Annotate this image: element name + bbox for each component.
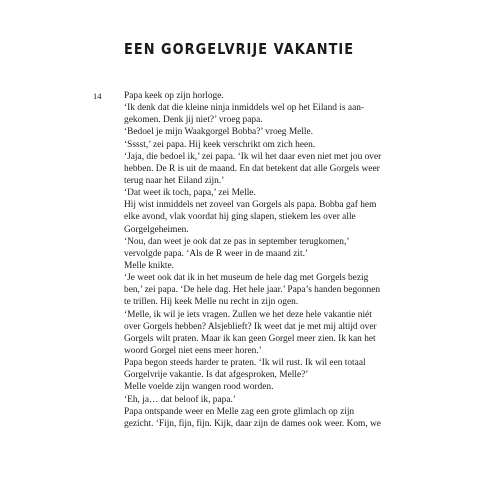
- text-line: hebben. De R is uit de maand. En dat betekent dat alle Gorgels weer: [124, 163, 380, 174]
- text-line: ‘Eh, ja… dat beloof ik, papa.’: [124, 394, 236, 405]
- text-line: vervolgde papa. ‘Als de R weer in de maand zit.’: [124, 248, 309, 259]
- text-line: Gorgelgeheimen.: [124, 224, 189, 235]
- text-line: ‘Bedoel je mijn Waakgorgel Bobba?’ vroeg Melle.: [124, 127, 314, 138]
- text-line: ‘Ik denk dat die kleine ninja inmiddels wel op het Eiland is aan-: [124, 103, 365, 114]
- text-line: Hij wist inmiddels net zoveel van Gorgels als papa. Bobba gaf hem: [124, 200, 377, 211]
- text-line: te trillen. Hij keek Melle nu recht in zijn ogen.: [124, 297, 299, 308]
- text-line: gezicht. ‘Fijn, fijn, fijn. Kijk, daar zijn de dames ook weer. Kom, we: [124, 418, 381, 429]
- text-line: Papa keek op zijn horloge.: [124, 91, 224, 101]
- text-line: elke avond, vlak voordat hij ging slapen, stiekem les over alle: [124, 212, 356, 223]
- page-number: 14: [93, 91, 102, 101]
- text-line: ‘Nou, dan weet je ook dat ze pas in september terugkomen,’: [124, 236, 350, 247]
- text-line: Melle voelde zijn wangen rood worden.: [124, 382, 274, 393]
- chapter-title: EEN GORGELVRIJE VAKANTIE: [124, 40, 355, 58]
- text-line: ‘Je weet ook dat ik in het museum de hele dag met Gorgels bezig: [124, 273, 369, 284]
- text-line: terug naar het Eiland zijn.’: [124, 175, 225, 186]
- text-line: ‘Jaja, die bedoel ik,’ zei papa. ‘Ik wil het daar even niet met jou over: [124, 151, 382, 162]
- text-line: woord Gorgel niet eens meer horen.’: [124, 345, 262, 356]
- text-line: ben,’ zei papa. ‘De hele dag. Het hele jaar.’ Papa’s handen begonnen: [124, 285, 381, 296]
- text-line: over Gorgels hebben? Alsjeblieft? Ik weet dat je met mij altijd over: [124, 321, 377, 332]
- text-line: ‘Sssst,’ zei papa. Hij keek verschrikt om zich heen.: [124, 139, 316, 150]
- text-line: Gorgelvrije vakantie. Is dat afgesproken, Melle?’: [124, 370, 309, 381]
- text-line: Gorgels wilt praten. Maar ik kan geen Gorgel meer zien. Ik kan het: [124, 333, 376, 344]
- text-line: Melle knikte.: [124, 260, 174, 271]
- text-line: Papa ontspande weer en Melle zag een grote glimlach op zijn: [124, 406, 355, 417]
- text-line: gekomen. Denk jij niet?’ vroeg papa.: [124, 115, 263, 126]
- text-line: ‘Melle, ik wil je iets vragen. Zullen we het deze hele vakantie niét: [124, 309, 372, 320]
- text-line: ‘Dat weet ik toch, papa,’ zei Melle.: [124, 188, 256, 199]
- text-line: Papa begon steeds harder te praten. ‘Ik wil rust. Ik wil een totaal: [124, 358, 366, 369]
- body-text: [124, 90, 424, 430]
